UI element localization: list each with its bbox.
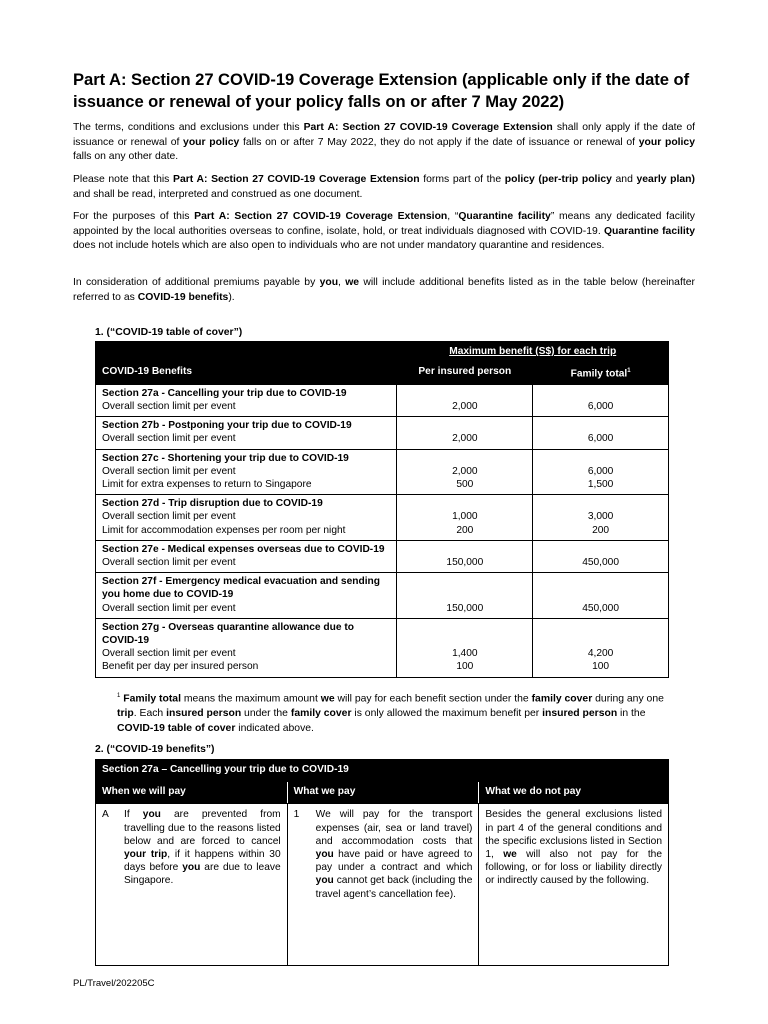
per-person-cell xyxy=(397,573,533,619)
benefit-section-title: Section 27g - Overseas quarantine allowance due to COVID-19 xyxy=(102,621,354,647)
benefit-limit-label: Overall section limit per event xyxy=(102,401,236,412)
per-person-cell xyxy=(397,449,533,495)
benefit-amount: 100 xyxy=(456,661,474,673)
benefit-amount: 1,500 xyxy=(587,479,614,491)
benefit-amount: 450,000 xyxy=(582,602,620,614)
covid-table-of-cover xyxy=(95,341,669,678)
benefit-cell xyxy=(96,573,397,619)
paragraph-4: In consideration of additional premiums payable by you, we will include additional benefits listed as in the table below (hereinafter referred to as COVID-19 benefits). xyxy=(73,277,695,303)
benefit-limit-label: Overall section limit per event xyxy=(102,511,236,523)
per-person-cell xyxy=(397,540,533,572)
benefit-amount: 2,000 xyxy=(452,465,478,477)
paragraph-2: Please note that this Part A: Section 27 COVID-19 Coverage Extension forms part of the policy (per-trip policy and yearly plan) and shall be read, interpreted and construed as one document. xyxy=(73,174,695,200)
benefit-limit-label: Overall section limit per event xyxy=(102,602,236,614)
benefit-section-title: Section 27e - Medical expenses overseas due to COVID-19 xyxy=(102,543,385,555)
family-total-cell xyxy=(533,573,669,619)
what-we-pay-cell xyxy=(287,804,479,966)
per-person-cell xyxy=(397,495,533,541)
not-text: Besides the general exclusions listed in part 4 of the general conditions and the specific exclusions listed in Section 1, we will also not pay for the following, or for loss or liability directly or indirectly caused by the following. xyxy=(485,809,662,887)
benefit-amount: 200 xyxy=(456,524,474,536)
benefit-amount: 150,000 xyxy=(446,557,484,569)
benefit-cell xyxy=(96,384,397,416)
col-what-header: What we pay xyxy=(287,782,479,804)
max-benefit-header: Maximum benefit (S$) for each trip xyxy=(397,342,669,362)
col-per-person-header: Per insured person xyxy=(397,362,533,385)
what-text: We will pay for the transport expenses (air, sea or land travel) and accommodation costs that you have paid or have agreed to pay under a contract and which you cannot get back (including the travel agent’s cancellation fee). xyxy=(315,809,473,900)
table-row xyxy=(96,618,669,677)
benefit-limit-label: Overall section limit per event xyxy=(102,433,236,445)
table-row xyxy=(96,384,669,416)
table1-column-header-row xyxy=(96,362,669,385)
paragraph-1: The terms, conditions and exclusions under this Part A: Section 27 COVID-19 Coverage Extension shall only apply if the date of issuance or renewal of your policy falls on or after 7 May 2022, they do not apply if the date of issuance or renewal of your policy falls on any other date. xyxy=(73,122,695,163)
what-we-do-not-pay-cell xyxy=(479,804,669,966)
when-label: A xyxy=(102,809,109,821)
table2-section-row xyxy=(96,760,669,782)
benefit-amount: 100 xyxy=(592,661,610,673)
family-total-cell xyxy=(533,449,669,495)
table1-header-row xyxy=(96,342,669,362)
benefit-limit-label: Benefit per day per insured person xyxy=(102,661,259,673)
col-not-header: What we do not pay xyxy=(479,782,669,804)
family-total-cell xyxy=(533,618,669,677)
benefit-amount: 6,000 xyxy=(587,433,614,445)
benefit-amount: 150,000 xyxy=(446,602,484,614)
benefit-cell xyxy=(96,449,397,495)
benefit-amount: 3,000 xyxy=(587,511,614,523)
benefit-cell xyxy=(96,417,397,449)
benefit-amount: 1,400 xyxy=(452,648,478,660)
when-text: If you are prevented from travelling due to the reasons listed below and are forced to cancel your trip, if it happens within 30 days before you are due to leave Singapore. xyxy=(124,809,281,887)
page-title: Part A: Section 27 COVID-19 Coverage Extension (applicable only if the date of issuance or renewal of your policy falls on or after 7 May 2022) xyxy=(73,70,690,111)
family-total-cell xyxy=(533,417,669,449)
table-row xyxy=(96,417,669,449)
table-row xyxy=(96,449,669,495)
benefit-amount: 1,000 xyxy=(452,511,478,523)
per-person-cell xyxy=(397,618,533,677)
table-row xyxy=(96,495,669,541)
benefit-cell xyxy=(96,618,397,677)
col-when-header: When we will pay xyxy=(96,782,288,804)
benefit-limit-label: Overall section limit per event xyxy=(102,465,236,477)
benefit-section-title: Section 27d - Trip disruption due to COVID-19 xyxy=(102,498,323,510)
benefit-section-title: Section 27c - Shortening your trip due to COVID-19 xyxy=(102,452,349,464)
benefit-cell xyxy=(96,495,397,541)
family-total-cell xyxy=(533,540,669,572)
section-27a-title: Section 27a – Cancelling your trip due to COVID-19 xyxy=(96,760,669,782)
table1-title: 1. (“COVID-19 table of cover”) xyxy=(95,327,243,338)
benefit-section-title: Section 27f - Emergency medical evacuation and sending you home due to COVID-19 xyxy=(102,576,380,601)
covid-benefits-table xyxy=(95,759,669,966)
benefit-amount: 2,000 xyxy=(452,433,478,445)
col-family-header: Family total$^1$ xyxy=(533,362,669,385)
benefit-section-title: Section 27b - Postponing your trip due to COVID-19 xyxy=(102,420,352,432)
benefit-cell xyxy=(96,540,397,572)
benefit-limit-label: Overall section limit per event xyxy=(102,648,236,660)
benefit-amount: 200 xyxy=(592,524,610,536)
benefit-limit-label: Overall section limit per event xyxy=(102,557,236,569)
table-row xyxy=(96,573,669,619)
benefit-amount: 500 xyxy=(456,479,474,491)
per-person-cell xyxy=(397,417,533,449)
footer-code: PL/Travel/202205C xyxy=(73,978,155,989)
benefit-amount: 6,000 xyxy=(587,465,614,477)
table2-title: 2. (“COVID-19 benefits”) xyxy=(95,744,215,755)
table-row xyxy=(96,540,669,572)
table1-footnote: $^1$ Family total means the maximum amount we will pay for each benefit section under the family cover during any one trip. Each insured person under the family cover is only allowed the maximum benefit per insured person in the COVID-19 table of cover indicated above. xyxy=(117,693,664,734)
benefit-amount: 6,000 xyxy=(587,401,614,412)
family-total-cell xyxy=(533,495,669,541)
when-we-pay-cell xyxy=(96,804,288,966)
benefit-amount: 450,000 xyxy=(582,557,620,569)
benefit-limit-label: Limit for extra expenses to return to Singapore xyxy=(102,479,312,491)
benefit-section-title: Section 27a - Cancelling your trip due to COVID-19 xyxy=(102,387,347,399)
per-person-cell xyxy=(397,384,533,416)
benefit-limit-label: Limit for accommodation expenses per room per night xyxy=(102,524,346,536)
col-benefits-header: COVID-19 Benefits xyxy=(96,362,397,385)
what-label: 1 xyxy=(293,809,300,821)
family-total-cell xyxy=(533,384,669,416)
table2-body-row xyxy=(96,804,669,966)
benefit-amount: 4,200 xyxy=(587,648,614,660)
benefit-amount: 2,000 xyxy=(452,401,478,412)
table2-column-header-row xyxy=(96,782,669,804)
paragraph-3: For the purposes of this Part A: Section 27 COVID-19 Coverage Extension, “Quarantine facility” means any dedicated facility appointed by the local authorities overseas to confine, isolate, hold, or treat individuals diagnosed with COVID-19. Quarantine facility does not include hotels which are also open to individuals who are not under mandatory quarantine and residences. xyxy=(73,211,695,252)
